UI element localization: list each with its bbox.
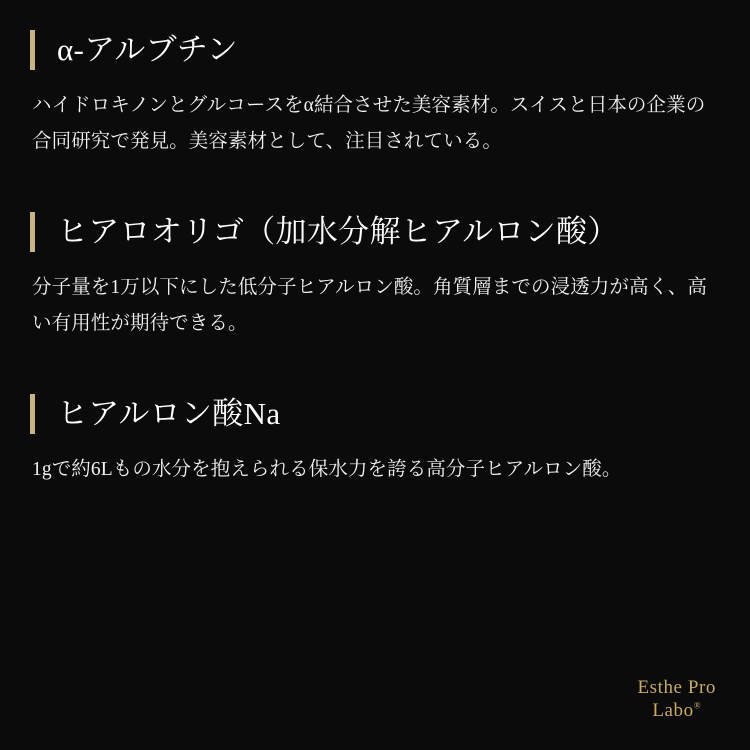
section-body: 1gで約6Lもの水分を抱えられる保水力を誇る高分子ヒアルロン酸。	[32, 459, 622, 481]
brand-logo-line2-text: Labo	[652, 699, 694, 721]
section-heading-row	[30, 30, 720, 70]
registered-mark: ®	[693, 700, 702, 711]
section-heading-row	[30, 212, 720, 252]
brand-logo-line1: Esthe Pro	[637, 676, 716, 698]
section-hyalo-oligo	[30, 212, 720, 342]
section-sodium-hyaluronate	[30, 394, 720, 488]
section-alpha-arbutin	[30, 30, 720, 160]
brand-logo-line2	[638, 699, 717, 722]
accent-bar-icon	[30, 394, 35, 434]
accent-bar-icon	[30, 212, 35, 252]
section-heading: ヒアルロン酸Na	[57, 396, 281, 432]
section-heading-row	[30, 394, 720, 434]
section-body: ハイドロキノンとグルコースをα結合させた美容素材。スイスと日本の企業の合同研究で発見。美容素材として、注目されている。	[32, 95, 706, 153]
section-heading: ヒアロオリゴ（加水分解ヒアルロン酸）	[57, 214, 619, 250]
accent-bar-icon	[30, 30, 35, 70]
section-heading: α-アルブチン	[57, 31, 238, 67]
brand-logo	[638, 676, 717, 722]
section-body: 分子量を1万以下にした低分子ヒアルロン酸。角質層までの浸透力が高く、高い有用性が期待できる。	[32, 277, 707, 335]
